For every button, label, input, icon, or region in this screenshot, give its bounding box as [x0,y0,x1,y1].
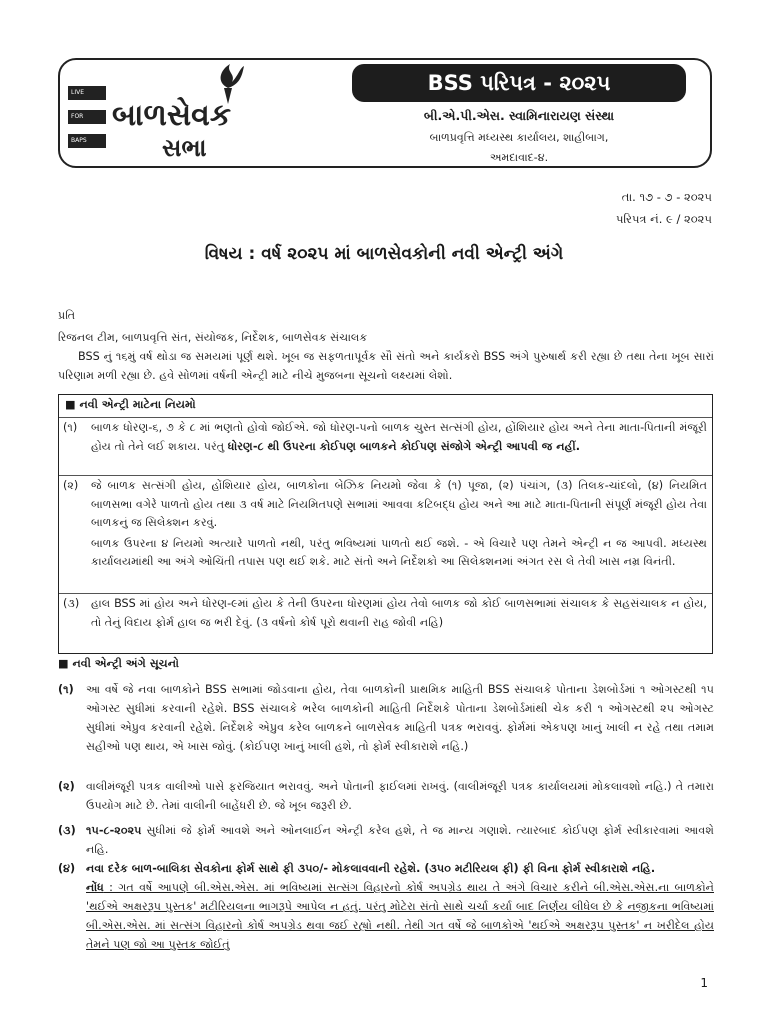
rules-heading: ■ નવી એન્ટ્રી માટેના નિયમો [65,398,196,411]
organization-address [352,128,686,168]
circular-date: તા. ૧૭ - ૭ - ૨૦૨૫ [621,190,712,204]
address-line: અમદાવાદ-૪. [489,151,549,164]
guideline-text [86,859,714,954]
organization-name: બી.એ.પી.એસ. સ્વામિનારાયણ સંસ્થા [423,108,615,123]
rule-item [63,595,707,632]
rule-number: (૩) [63,597,80,610]
circular-number: પરિપત્ર નં. ૯ / ૨૦૨૫ [615,212,712,226]
guideline-item [58,777,714,815]
guideline-deadline: ૧૫-૮-૨૦૨૫ [86,824,142,837]
logo-tag: BAPS [68,134,106,148]
guideline-fee-text: નવા દરેક બાળ-બાલિકા સેવકોના ફોર્મ સાથે ફી ૩૫૦/- મોકલાવવાની રહેશે. (૩૫૦ મટીરિયલ ફી) ફી વિના ફોર્મ સ્વીકારાશે નહિ. [86,862,656,875]
rules-box [58,394,713,654]
guideline-text [86,821,714,859]
note-label: નોંધ [86,881,104,894]
guideline-text: આ વર્ષે જે નવા બાળકોને BSS સભામાં જોડવાના હોય, તેવા બાળકોની પ્રાથમિક માહિતી BSS સંચાલકે પોતાના ડેશબોર્ડમાં ૧ ઓગસ્ટથી ૧૫ ઓગસ્ટ સુધીમાં કરવાની રહેશે. BSS સંચાલકે ભરેલ બાળકોની માહિતી નિર્દેશકે પોતાના ડેશબોર્ડમાંથી ચેક કરી ૧ ઓગસ્ટથી ૨૫ ઓગસ્ટ સુધીમાં એપ્રુવ કરવાની રહેશે. નિર્દેશકે એપ્રુવ કરેલ બાળકને બાળસેવક માહિતી પત્રક ભરાવવું. ફોર્મમાં એકપણ ખાનું ખાલી ન રહે તથા તમામ સહીઓ પણ થાય, એ ખાસ જોવું. (કોઈપણ ખાનું ખાલી હશે, તો ફોર્મ સ્વીકારાશે નહિ.) [86,683,714,753]
rule-item [63,477,707,572]
logo-tag: FOR [68,110,106,124]
recipients: રિજનલ ટીમ, બાળપ્રવૃત્તિ સંત, સંયોજક, નિર્દેશક, બાળસેવક સંચાલક [58,331,368,344]
page-number: 1 [700,976,708,990]
rule-text [91,419,707,456]
divider [59,593,712,594]
intro-paragraph: BSS નું ૧૬મું વર્ષ થોડા જ સમયમાં પૂર્ણ થશે. ખૂબ જ સફળતાપૂર્વક સૌ સંતો અને કાર્યકરો BSS અંગે પુરુષાર્થ કરી રહ્યા છે તથા તેના ખૂબ સારાં પરિણામ મળી રહ્યા છે. હવે સોળમાં વર્ષની એન્ટ્રી માટે નીચે મુજબના સૂચનો લક્ષ્યમાં લેશો. [58,350,714,382]
circular-title: BSS પરિપત્ર - ૨૦૨૫ [352,64,686,102]
guideline-item [58,859,714,954]
rule-text: જે બાળક સત્સંગી હોય, હોંશિયાર હોય, બાળકોના બેઝિક નિયમો જેવા કે (૧) પૂજા, (૨) પંચાંગ, (૩) તિલક-ચાંદલો, (૪) નિયમિત બાળસભા વગેરે પાળતો હોય તથા ૩ વર્ષ માટે નિયમિતપણે સભામાં આવવા કટિબદ્ધ હોય અને આ માટે માતા-પિતાની સંપૂર્ણ મંજૂરી હોય તેવા બાળકનું જ સિલેક્શન કરવું. [91,479,707,529]
bss-logo [66,66,296,166]
logo-tag-stack [68,86,106,158]
guidelines-heading: ■ નવી એન્ટ્રી અંગે સૂચનો [58,657,179,670]
guideline-number: (૧) [58,683,74,696]
guideline-item [58,821,714,859]
guideline-number: (૩) [58,824,76,837]
address-line: બાળપ્રવૃત્તિ મધ્યસ્થ કાર્યાલય, શાહીબાગ, [429,131,609,144]
divider [59,417,712,418]
note-text: : ગત વર્ષે આપણે બી.એસ.એસ. માં ભવિષ્યમાં સત્સંગ વિહારનો કોર્ષ અપગ્રેડ થાય તે અંગે વિચાર કરીને બી.એસ.એસ.ના બાળકોને 'થઈએ અક્ષરરૂપ પુસ્તક' મટીરિયલના ભાગરૂપે આપેલ ન હતું. પરંતુ મોટેરા સંતો સાથે ચર્ચા કર્યા બાદ નિર્ણય લીધેલ છે કે નજીકના ભવિષ્યમાં બી.એસ.એસ. માં સત્સંગ વિહારનો કોર્ષ અપગ્રેડ થવા જઈ રહ્યો નથી. તેથી ગત વર્ષે જે બાળકોએ 'થઈએ અક્ષરરૂપ પુસ્તક' ન ખરીદેલ હોય તેમને પણ જો આ પુસ્તક જોઈતું [86,881,714,951]
divider [59,475,712,476]
salutation: પ્રતિ [58,309,76,322]
guideline-text: વાલીમંજૂરી પત્રક વાલીઓ પાસે ફરજિયાત ભરાવવું. અને પોતાની ફાઈલમાં રાખવું. (વાલીમંજૂરી પત્રક કાર્યાલયમાં મોકલાવશો નહિ.) તે તમારા ઉપયોગ માટે છે. તેમાં વાલીની બાહેંધરી છે. જે ખૂબ જરૂરી છે. [86,780,714,812]
rule-item [63,419,707,456]
rule-text: હાલ BSS માં હોય અને ધોરણ-૯માં હોય કે તેની ઉપરના ધોરણમાં હોય તેવો બાળક જો કોઈ બાળસભામાં સંચાલક કે સહસંચાલક ન હોય, તો તેનું વિદાય ફોર્મ હાલ જ ભરી દેવું. (૩ વર્ષનો કોર્ષ પૂરો થવાની રાહ જોવી નહિ) [91,597,707,629]
subject-heading: વિષય : વર્ષ ૨૦૨૫ માં બાળસેવકોની નવી એન્ટ્રી અંગે [204,244,564,264]
rule-text-extra: બાળક ઉપરના ૪ નિયમો અત્યારે પાળતો નથી, પરંતુ ભવિષ્યમાં પાળતો થઈ જશે. - એ વિચારે પણ તેમને એન્ટ્રી ન જ આપવી. મધ્યસ્થ કાર્યાલયમાંથી આ અંગે ઓચિંતી તપાસ પણ થઈ શકે. માટે સંતો અને નિર્દેશકો આ સિલેક્શનમાં અંગત રસ લે તેવી ખાસ નમ્ર વિનંતી. [91,536,707,568]
circular-meta [616,186,712,230]
logo-word-top: બાળસેવક [112,98,232,133]
guideline-number: (૪) [58,862,76,875]
logo-word-bottom: સભા [162,134,207,162]
guideline-item [58,680,714,756]
rule-number: (૨) [63,479,79,492]
guideline-number: (૨) [58,780,75,793]
guideline-note [86,878,714,954]
guideline-text-plain: સુધીમાં જે ફોર્મ આવશે અને ઓનલાઈન એન્ટ્રી કરેલ હશે, તે જ માન્ય ગણાશે. ત્યારબાદ કોઈપણ ફોર્મ સ્વીકારવામાં આવશે નહિ. [86,824,714,856]
rule-number: (૧) [63,421,78,434]
rule-text-bold: ધોરણ-૮ થી ઉપરના કોઈપણ બાળકને કોઈપણ સંજોગે એન્ટ્રી આપવી જ નહીં. [227,439,581,453]
logo-tag: LIVE [68,86,106,100]
rule-text-plain: બાળક ધોરણ-૬, ૭ કે ૮ માં ભણતો હોવો જોઈએ. જો ધોરણ-૫નો બાળક ચુસ્ત સત્સંગી હોય, હોંશિયાર હોય અને તેના માતા-પિતાની મંજૂરી હોય તો તેને લઈ શકાય. પરંતુ [91,421,707,453]
